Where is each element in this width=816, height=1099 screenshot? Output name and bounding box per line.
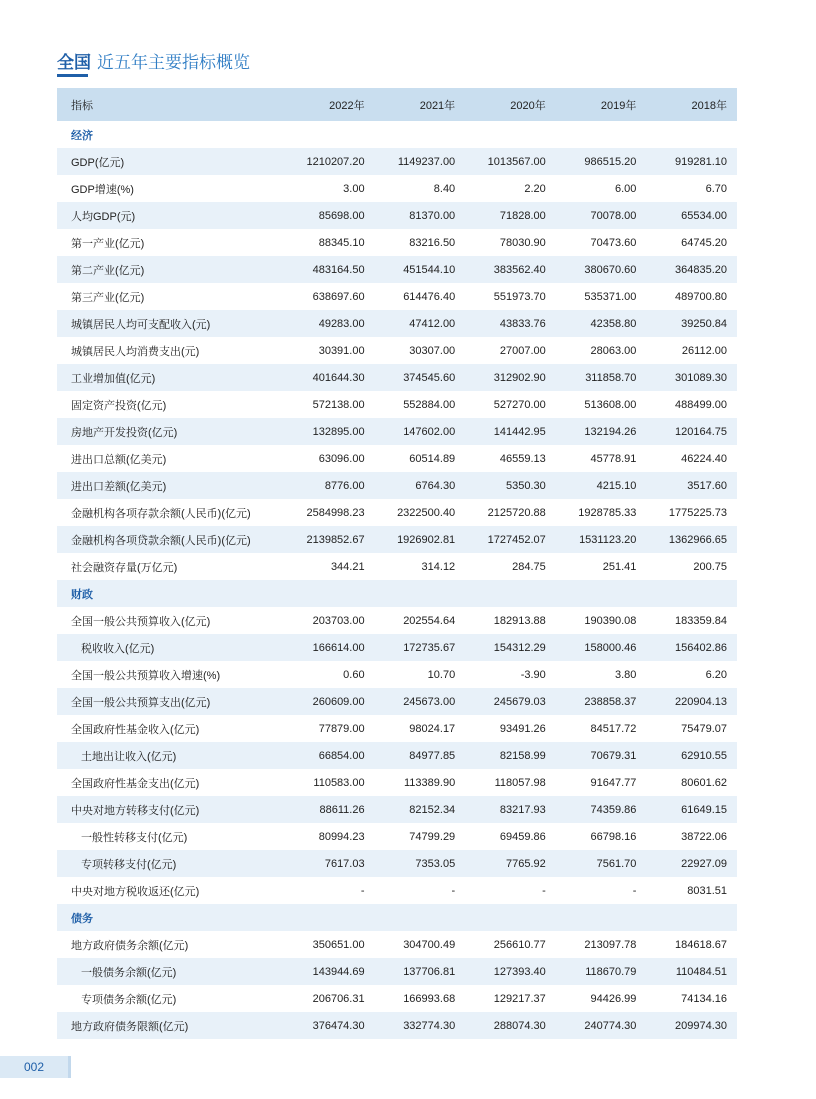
indicator-value: 98024.17 — [409, 722, 456, 735]
indicator-value: 260609.00 — [284, 688, 375, 715]
indicator-name: 第二产业(亿元) — [57, 256, 284, 283]
indicator-value: 182913.88 — [493, 614, 546, 627]
indicator-value: 27007.00 — [499, 344, 546, 357]
indicator-value: 190390.08 — [584, 614, 637, 627]
table-row — [57, 175, 737, 202]
indicator-value: 77879.00 — [318, 722, 365, 735]
indicator-value: 380670.60 — [556, 256, 647, 283]
indicator-value: 147602.00 — [375, 418, 466, 445]
indicator-value: 240774.30 — [556, 1012, 647, 1039]
indicator-name: 全国政府性基金支出(亿元) — [71, 777, 200, 790]
indicator-value: 919281.10 — [646, 148, 737, 175]
indicators-table — [57, 88, 737, 1039]
indicator-value: 78030.90 — [499, 236, 546, 249]
indicator-value: 154312.29 — [465, 634, 556, 661]
indicator-value: 3.00 — [343, 182, 365, 195]
indicator-value: 572138.00 — [312, 398, 365, 411]
indicator-value: 65534.00 — [646, 202, 737, 229]
indicator-value: 513608.00 — [584, 398, 637, 411]
table-row — [57, 526, 737, 553]
page-title-text: 近五年主要指标概览 — [97, 53, 250, 72]
indicator-value: 535371.00 — [584, 290, 637, 303]
indicator-value: 91647.77 — [590, 776, 637, 789]
indicator-value: 3.80 — [614, 668, 637, 681]
indicator-value: 6.20 — [705, 668, 727, 681]
indicator-value: 22927.09 — [646, 850, 737, 877]
table-row — [57, 391, 737, 418]
indicator-value: 49283.00 — [284, 310, 375, 337]
indicator-value: 451544.10 — [375, 256, 466, 283]
indicator-value: 75479.07 — [681, 722, 727, 735]
table-row — [57, 634, 737, 661]
indicator-value: 488499.00 — [675, 398, 727, 411]
indicator-value: 2125720.88 — [487, 506, 546, 519]
indicator-value: 141442.95 — [465, 418, 556, 445]
indicator-value: 332774.30 — [375, 1012, 466, 1039]
page-title-region: 全国 — [57, 53, 91, 72]
indicator-value: 1531123.20 — [556, 526, 647, 553]
indicator-value: 43833.76 — [465, 310, 556, 337]
indicator-value: 88345.10 — [318, 236, 365, 249]
indicator-value: 74134.16 — [681, 992, 727, 1005]
indicator-value: 2322500.40 — [397, 506, 456, 519]
table-row — [57, 229, 737, 256]
indicator-name: 专项转移支付(亿元) — [57, 850, 284, 877]
indicator-value: 66854.00 — [284, 742, 375, 769]
indicator-value: 74799.29 — [409, 830, 456, 843]
indicator-value: 304700.49 — [403, 938, 456, 951]
table-row — [57, 688, 737, 715]
column-header-2022: 2022年 — [284, 88, 375, 121]
table-row — [57, 823, 737, 850]
indicator-value: 118670.79 — [556, 958, 647, 985]
indicator-value: 120164.75 — [646, 418, 737, 445]
table-row — [57, 445, 737, 472]
indicator-value: 311858.70 — [556, 364, 647, 391]
indicator-value: 183359.84 — [675, 614, 727, 627]
indicator-value: 172735.67 — [375, 634, 466, 661]
table-row — [57, 796, 737, 823]
table-row — [57, 607, 737, 634]
indicator-name: 中央对地方转移支付(亿元) — [57, 796, 284, 823]
indicator-name: 房地产开发投资(亿元) — [57, 418, 284, 445]
indicator-value: 1149237.00 — [375, 148, 466, 175]
indicator-name: 全国一般公共预算收入(亿元) — [71, 615, 211, 628]
table-row — [57, 1012, 737, 1039]
indicator-value: 288074.30 — [465, 1012, 556, 1039]
indicator-value: 39250.84 — [646, 310, 737, 337]
indicator-value: 483164.50 — [284, 256, 375, 283]
indicator-value: 2139852.67 — [284, 526, 375, 553]
table-row — [57, 418, 737, 445]
title-underline — [57, 74, 88, 77]
indicator-value: 137706.81 — [375, 958, 466, 985]
indicator-value: 4215.10 — [556, 472, 647, 499]
indicator-value: 127393.40 — [465, 958, 556, 985]
table-row — [57, 661, 737, 688]
table-row — [57, 958, 737, 985]
indicator-value: 30307.00 — [409, 344, 456, 357]
indicator-name: 全国一般公共预算收入增速(%) — [71, 669, 221, 682]
indicator-name: 第三产业(亿元) — [71, 291, 145, 304]
indicator-name: 进出口总额(亿美元) — [71, 453, 167, 466]
indicator-value: 113389.90 — [404, 776, 456, 789]
indicator-name: 全国一般公共预算支出(亿元) — [57, 688, 284, 715]
indicator-value: 6.70 — [705, 182, 727, 195]
indicator-value: 129217.37 — [493, 992, 546, 1005]
table-row — [57, 202, 737, 229]
indicator-value: 1362966.65 — [646, 526, 737, 553]
indicator-value: 118057.98 — [494, 776, 546, 789]
indicator-value: 376474.30 — [284, 1012, 375, 1039]
indicator-value: 401644.30 — [284, 364, 375, 391]
indicator-value: 45778.91 — [590, 452, 637, 465]
column-header-2018: 2018年 — [646, 88, 737, 121]
table-row — [57, 877, 737, 904]
indicator-value: 156402.86 — [646, 634, 737, 661]
indicator-value: - — [542, 884, 546, 897]
indicator-name: 金融机构各项贷款余额(人民币)(亿元) — [57, 526, 284, 553]
indicator-value: 1928785.33 — [578, 506, 637, 519]
indicator-value: 6764.30 — [375, 472, 466, 499]
indicator-value: 6.00 — [614, 182, 637, 195]
indicator-value: 93491.26 — [499, 722, 546, 735]
table-header-row — [57, 88, 737, 121]
table-row — [57, 985, 737, 1012]
indicator-name: 固定资产投资(亿元) — [71, 399, 167, 412]
indicator-value: 81370.00 — [375, 202, 466, 229]
indicator-value: 202554.64 — [403, 614, 456, 627]
indicator-value: 132194.26 — [556, 418, 647, 445]
indicator-name: 一般债务余额(亿元) — [57, 958, 284, 985]
indicator-value: 551973.70 — [493, 290, 546, 303]
column-header-indicator: 指标 — [57, 88, 284, 121]
indicator-value: 8031.51 — [687, 884, 727, 897]
indicator-value: 47412.00 — [375, 310, 466, 337]
column-header-2020: 2020年 — [465, 88, 556, 121]
indicator-name: 土地出让收入(亿元) — [57, 742, 284, 769]
page-number: 002 — [0, 1056, 68, 1078]
indicator-name: 人均GDP(元) — [57, 202, 284, 229]
indicator-name: 税收收入(亿元) — [57, 634, 284, 661]
indicator-value: - — [451, 884, 456, 897]
indicator-value: 245679.03 — [465, 688, 556, 715]
section-row — [57, 904, 737, 931]
indicator-value: 1926902.81 — [375, 526, 466, 553]
indicator-value: 206706.31 — [312, 992, 365, 1005]
indicator-value: 245673.00 — [375, 688, 466, 715]
indicator-value: 312902.90 — [465, 364, 556, 391]
indicator-value: 80994.23 — [318, 830, 365, 843]
table-row — [57, 715, 737, 742]
indicator-value: 7617.03 — [284, 850, 375, 877]
indicator-name: 全国政府性基金收入(亿元) — [71, 723, 200, 736]
indicator-value: 251.41 — [602, 560, 637, 573]
indicator-value: 3517.60 — [646, 472, 737, 499]
indicator-value: 110484.51 — [646, 958, 737, 985]
table-row — [57, 553, 737, 580]
table-row — [57, 769, 737, 796]
indicator-name: 地方政府债务限额(亿元) — [57, 1012, 284, 1039]
indicator-value: 10.70 — [427, 668, 456, 681]
indicator-value: 82152.34 — [375, 796, 466, 823]
indicator-value: 1210207.20 — [284, 148, 375, 175]
table-row — [57, 364, 737, 391]
table-row — [57, 337, 737, 364]
column-header-2019: 2019年 — [556, 88, 647, 121]
section-row — [57, 580, 737, 607]
indicator-value: 527270.00 — [493, 398, 546, 411]
indicator-value: 7561.70 — [556, 850, 647, 877]
indicator-value: 66798.16 — [590, 830, 637, 843]
table-row — [57, 850, 737, 877]
table-row — [57, 283, 737, 310]
indicator-value: 69459.86 — [499, 830, 546, 843]
indicator-value: 132895.00 — [284, 418, 375, 445]
indicator-value: 166993.68 — [403, 992, 456, 1005]
indicator-value: 30391.00 — [318, 344, 365, 357]
indicator-name: 社会融资存量(万亿元) — [71, 561, 178, 574]
indicator-value: 84517.72 — [590, 722, 637, 735]
indicator-value: 7765.92 — [465, 850, 556, 877]
table-row — [57, 931, 737, 958]
table-row — [57, 742, 737, 769]
indicator-value: 364835.20 — [646, 256, 737, 283]
indicator-value: 200.75 — [693, 560, 727, 573]
indicator-value: -3.90 — [520, 668, 546, 681]
indicator-name: GDP(亿元) — [57, 148, 284, 175]
indicator-value: 70679.31 — [556, 742, 647, 769]
indicator-value: 64745.20 — [681, 236, 727, 249]
column-header-2021: 2021年 — [375, 88, 466, 121]
indicator-name: 城镇居民人均可支配收入(元) — [57, 310, 284, 337]
indicator-value: 220904.13 — [646, 688, 737, 715]
indicator-value: 383562.40 — [465, 256, 556, 283]
indicator-value: 1013567.00 — [465, 148, 556, 175]
indicator-value: 42358.80 — [556, 310, 647, 337]
indicator-value: 7353.05 — [375, 850, 466, 877]
indicator-value: 986515.20 — [556, 148, 647, 175]
indicator-value: 46559.13 — [499, 452, 546, 465]
table-row — [57, 472, 737, 499]
indicator-value: 374545.60 — [375, 364, 466, 391]
section-label: 经济 — [71, 129, 93, 142]
indicator-value: 256610.77 — [493, 938, 546, 951]
indicator-name: 城镇居民人均消费支出(元) — [71, 345, 200, 358]
indicator-name: GDP增速(%) — [71, 183, 134, 196]
indicator-value: 80601.62 — [681, 776, 727, 789]
indicator-value: 26112.00 — [681, 344, 727, 357]
indicator-value: 61649.15 — [646, 796, 737, 823]
indicator-value: 301089.30 — [646, 364, 737, 391]
indicator-value: 2584998.23 — [306, 506, 365, 519]
indicator-value: - — [632, 884, 637, 897]
indicator-value: 552884.00 — [403, 398, 456, 411]
indicator-value: 2.20 — [524, 182, 546, 195]
indicator-name: 工业增加值(亿元) — [57, 364, 284, 391]
indicator-value: 8776.00 — [284, 472, 375, 499]
indicator-value: 28063.00 — [590, 344, 637, 357]
indicator-value: 0.60 — [343, 668, 365, 681]
indicator-value: 1727452.07 — [465, 526, 556, 553]
indicator-value: 489700.80 — [675, 290, 727, 303]
indicator-value: 158000.46 — [556, 634, 647, 661]
indicator-value: 94426.99 — [590, 992, 637, 1005]
indicator-value: 63096.00 — [318, 452, 365, 465]
indicator-value: 62910.55 — [646, 742, 737, 769]
section-label: 财政 — [57, 580, 737, 607]
table-row — [57, 148, 737, 175]
table-body — [57, 121, 737, 1039]
indicator-value: 88611.26 — [284, 796, 375, 823]
indicator-value: 60514.89 — [409, 452, 456, 465]
indicator-value: 284.75 — [512, 560, 546, 573]
indicator-value: 314.12 — [421, 560, 456, 573]
section-row — [57, 121, 737, 148]
indicator-value: 71828.00 — [465, 202, 556, 229]
indicator-name: 中央对地方税收返还(亿元) — [71, 885, 200, 898]
indicator-name: 第一产业(亿元) — [71, 237, 145, 250]
indicator-value: 38722.06 — [681, 830, 727, 843]
indicator-value: 166614.00 — [284, 634, 375, 661]
indicator-value: 238858.37 — [556, 688, 647, 715]
indicator-value: - — [360, 884, 365, 897]
indicator-value: 110583.00 — [313, 776, 365, 789]
indicator-value: 614476.40 — [403, 290, 456, 303]
indicator-name: 一般性转移支付(亿元) — [81, 831, 188, 844]
indicator-value: 184618.67 — [675, 938, 727, 951]
indicator-value: 74359.86 — [556, 796, 647, 823]
indicator-name: 专项债务余额(亿元) — [81, 993, 177, 1006]
indicator-name: 金融机构各项存款余额(人民币)(亿元) — [71, 507, 251, 520]
indicator-value: 46224.40 — [681, 452, 727, 465]
indicator-value: 1775225.73 — [668, 506, 727, 519]
indicator-value: 84977.85 — [375, 742, 466, 769]
indicator-value: 85698.00 — [284, 202, 375, 229]
indicator-value: 5350.30 — [465, 472, 556, 499]
indicator-value: 344.21 — [330, 560, 365, 573]
indicator-name: 地方政府债务余额(亿元) — [71, 939, 189, 952]
indicator-value: 638697.60 — [312, 290, 365, 303]
page-number-edge — [68, 1056, 71, 1078]
indicator-value: 70473.60 — [590, 236, 637, 249]
indicator-value: 82158.99 — [465, 742, 556, 769]
indicator-value: 350651.00 — [312, 938, 365, 951]
section-label: 债务 — [57, 904, 737, 931]
table-row — [57, 256, 737, 283]
indicator-value: 143944.69 — [284, 958, 375, 985]
indicator-value: 83217.93 — [465, 796, 556, 823]
indicator-value: 213097.78 — [584, 938, 637, 951]
table-row — [57, 310, 737, 337]
table-row — [57, 499, 737, 526]
indicator-value: 8.40 — [433, 182, 456, 195]
indicator-value: 70078.00 — [556, 202, 647, 229]
indicator-value: 209974.30 — [646, 1012, 737, 1039]
indicator-value: 203703.00 — [312, 614, 365, 627]
indicator-value: 83216.50 — [409, 236, 456, 249]
indicator-name: 进出口差额(亿美元) — [57, 472, 284, 499]
